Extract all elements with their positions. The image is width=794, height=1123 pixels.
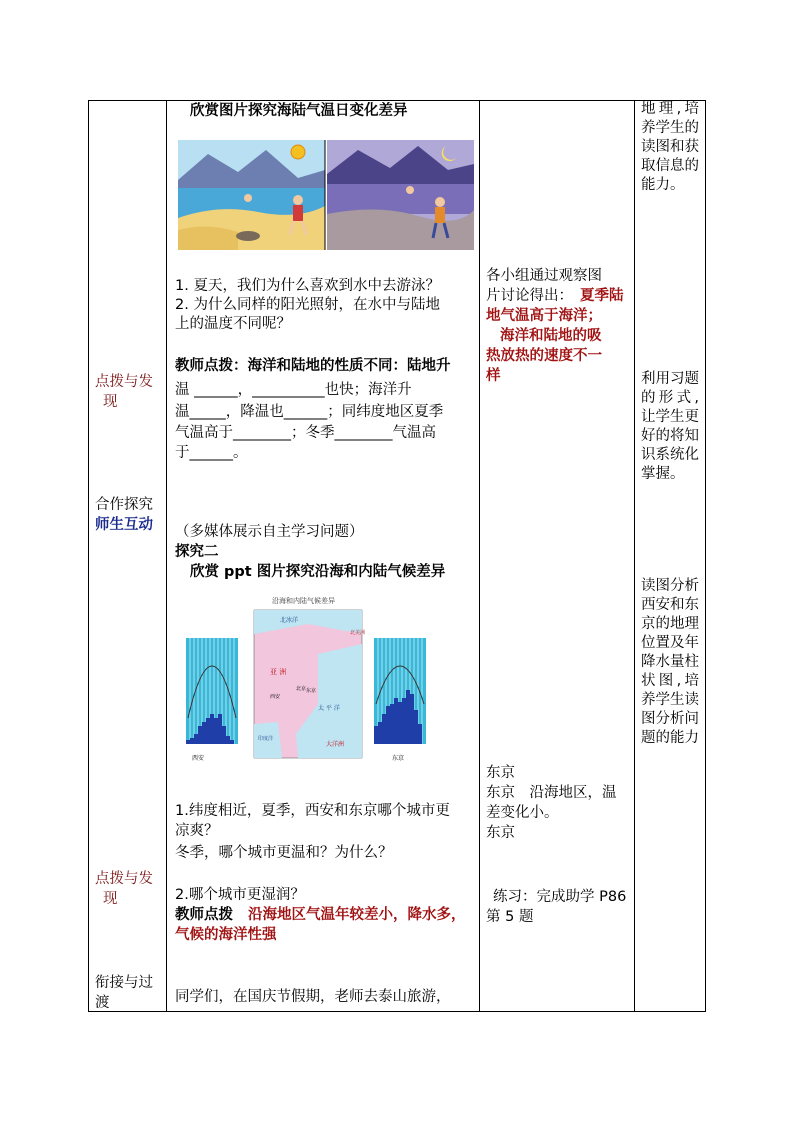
answer-text: 东京 — [486, 765, 515, 781]
section-title: 欣赏 ppt 图片探究沿海和内陆气候差异 — [190, 564, 446, 580]
observation-text: 各小组通过观察图 — [486, 268, 602, 284]
inquiry-heading: 探究二 — [175, 544, 219, 560]
stage-label: 现 — [103, 394, 118, 410]
svg-text:亚 洲: 亚 洲 — [270, 668, 287, 676]
svg-text:北美洲: 北美洲 — [350, 630, 366, 636]
stage-label: 衔接与过 — [95, 975, 153, 991]
column-divider — [634, 100, 635, 1012]
stage-label: 现 — [103, 891, 118, 907]
observation-text: 片讨论得出： — [486, 288, 573, 304]
svg-text:东京: 东京 — [306, 688, 317, 694]
observation-conclusion: 海洋和陆地的吸 — [500, 328, 602, 344]
svg-text:西安: 西安 — [270, 694, 281, 700]
map-title: 沿海和内陆气候差异 — [272, 597, 335, 605]
media-note: （多媒体展示自主学习问题） — [175, 524, 364, 540]
answer-text: 东京 沿海地区，温 — [486, 785, 617, 801]
question-text: 1.纬度相近，夏季，西安和东京哪个城市更 — [175, 803, 450, 819]
answer-text: 差变化小。 — [486, 805, 559, 821]
svg-text:北冰洋: 北冰洋 — [280, 617, 299, 624]
question-text: 凉爽？ — [175, 823, 219, 839]
teacher-tip: 气候的海洋性强 — [175, 927, 277, 943]
observation-conclusion: 地气温高于海洋； — [486, 308, 602, 324]
svg-text:北京: 北京 — [296, 686, 307, 692]
transition-text: 同学们，在国庆节假期，老师去泰山旅游， — [175, 989, 451, 1005]
section-title: 欣赏图片探究海陆气温日变化差异 — [190, 103, 408, 119]
teacher-tip: 沿海地区气温年较差小，降水多， — [248, 907, 466, 923]
answer-text: 东京 — [486, 825, 515, 841]
question-text: 2.哪个城市更湿润？ — [175, 887, 305, 903]
design-intent: 地理,培养学生的读图和获取信息的能力。 — [641, 101, 699, 193]
stage-label: 点拨与发 — [95, 871, 153, 887]
observation-conclusion: 热放热的速度不一 — [486, 348, 602, 364]
stage-label: 点拨与发 — [95, 374, 153, 390]
question-text: 1. 夏天，我们为什么喜欢到水中去游泳？ — [175, 278, 440, 294]
stage-label: 合作探究 — [95, 497, 153, 513]
teacher-tip: 教师点拨：海洋和陆地的性质不同：陆地升 — [175, 358, 451, 374]
exercise-text: 第 5 题 — [486, 909, 534, 925]
stage-label: 渡 — [95, 995, 110, 1011]
teacher-tip: 温_____，降温也______；同纬度地区夏季 — [175, 404, 444, 420]
svg-text:印度洋: 印度洋 — [258, 736, 274, 742]
design-intent: 利用习题的形式,让学生更好的将知识系统化掌握。 — [641, 371, 699, 482]
chart-right-label: 东京 — [392, 755, 405, 762]
observation-conclusion: 夏季陆 — [580, 288, 624, 304]
column-divider — [479, 100, 480, 1012]
teacher-tip-label: 教师点拨 — [175, 907, 233, 923]
column-divider — [166, 100, 167, 1012]
chart-left-label: 西安 — [192, 755, 205, 762]
teacher-tip: 温 ______，__________也快；海洋升 — [175, 382, 412, 398]
day-night-beach-illustration — [178, 140, 474, 250]
coastal-inland-climate-figure — [178, 594, 434, 766]
question-text: 冬季，哪个城市更温和？为什么？ — [175, 845, 393, 861]
stage-label: 师生互动 — [95, 517, 153, 533]
teacher-tip: 于______。 — [175, 445, 248, 461]
exercise-text: 练习：完成助学 P86 — [493, 889, 627, 905]
svg-text:大洋洲: 大洋洲 — [326, 741, 345, 748]
design-intent: 读图分析西安和东京的地理位置及年降水量柱状图,培养学生读图分析问题的能力 — [641, 578, 699, 746]
teacher-tip: 气温高于________；冬季________气温高 — [175, 425, 436, 441]
svg-text:太 平 洋: 太 平 洋 — [318, 705, 340, 712]
observation-conclusion: 样 — [486, 368, 501, 384]
question-text: 上的温度不同呢？ — [175, 316, 291, 332]
question-text: 2. 为什么同样的阳光照射，在水中与陆地 — [175, 297, 440, 313]
